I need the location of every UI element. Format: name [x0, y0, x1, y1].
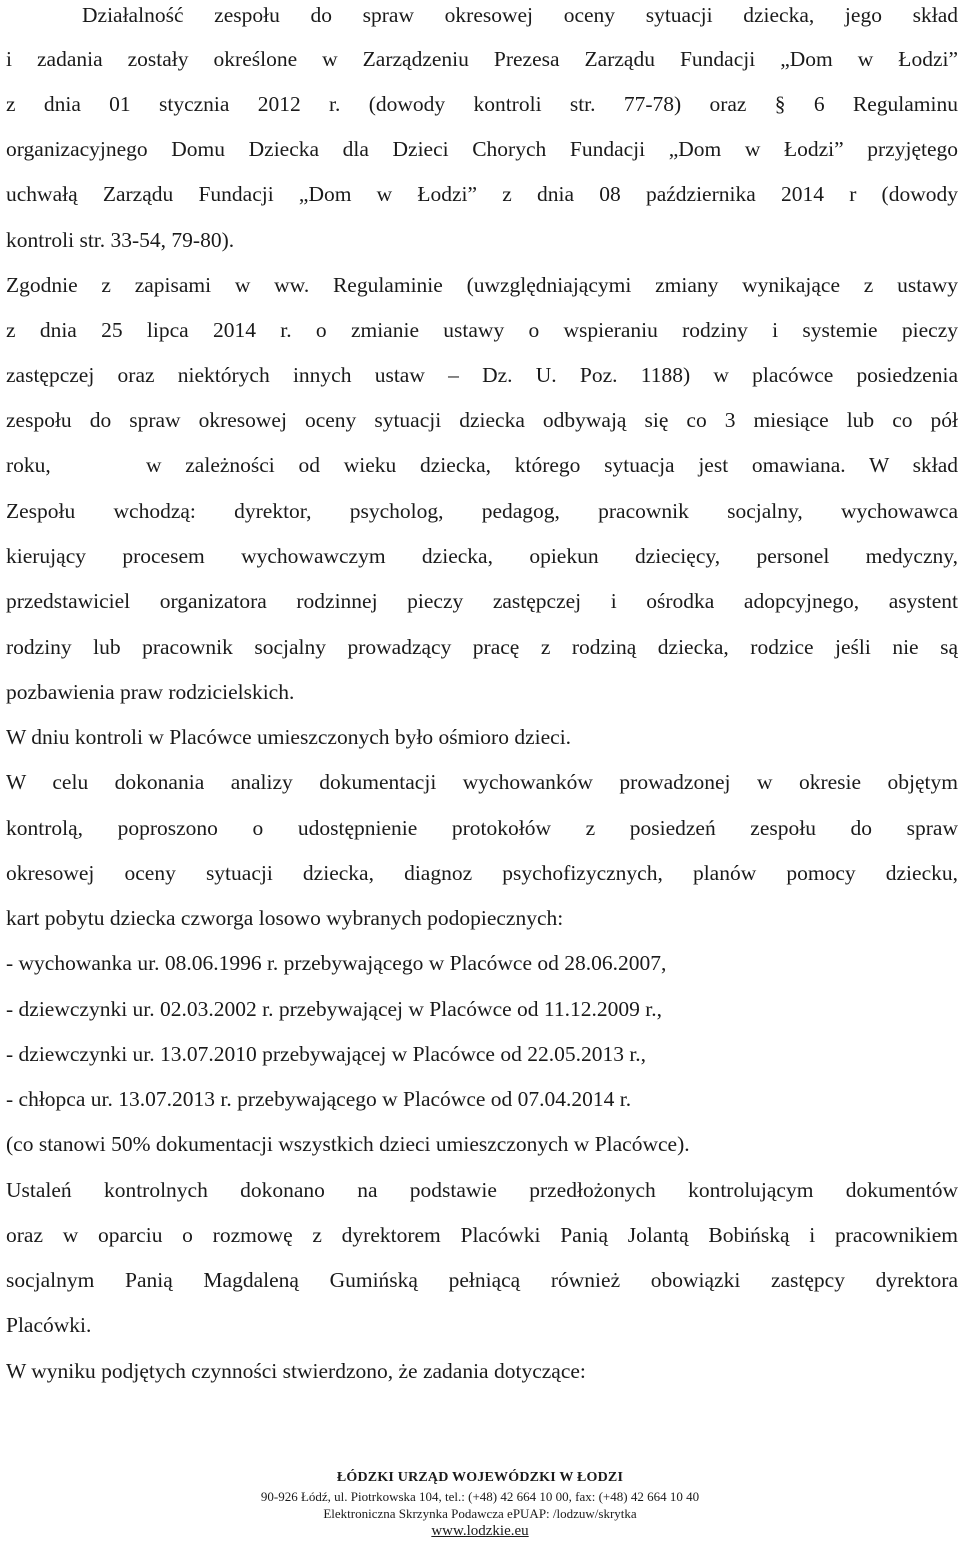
paragraph-line: roku,	[6, 453, 51, 477]
paragraph-line: okresowej oceny sytuacji dziecka, diagnoz psychofizycznych, planów pomocy dziecku,	[6, 861, 958, 885]
paragraph-line: kart pobytu dziecka czworga losowo wybranych podopiecznych:	[6, 906, 564, 930]
list-item: - chłopca ur. 13.07.2013 r. przebywającego w Placówce od 07.04.2014 r.	[6, 1087, 632, 1111]
paragraph-line: pozbawienia praw rodzicielskich.	[6, 680, 295, 704]
paragraph-line: w zależności od wieku dziecka, którego sytuacja jest omawiana. W skład	[146, 453, 958, 477]
list-item: - dziewczynki ur. 02.03.2002 r. przebywającej w Placówce od 11.12.2009 r.,	[6, 997, 662, 1021]
footer-institution: ŁÓDZKI URZĄD WOJEWÓDZKI W ŁODZI	[336, 1470, 624, 1485]
paragraph-line: rodziny lub pracownik socjalny prowadzący pracę z rodziną dziecka, rodzice jeśli nie są	[6, 635, 958, 659]
paragraph-line: W dniu kontroli w Placówce umieszczonych było ośmioro dzieci.	[6, 725, 572, 749]
footer-address: 90-926 Łódź, ul. Piotrkowska 104, tel.: (+48) 42 664 10 00, fax: (+48) 42 664 10 40	[260, 1489, 700, 1504]
paragraph-line: (co stanowi 50% dokumentacji wszystkich dzieci umieszczonych w Placówce).	[6, 1132, 690, 1156]
paragraph-line: W celu dokonania analizy dokumentacji wychowanków prowadzonej w okresie objętym	[6, 770, 958, 794]
paragraph-line: organizacyjnego Domu Dziecka dla Dzieci Chorych Fundacji „Dom w Łodzi” przyjętego	[6, 137, 958, 161]
paragraph-line: oraz w oparciu o rozmowę z dyrektorem Placówki Panią Jolantą Bobińską i pracownikiem	[6, 1223, 958, 1247]
list-item: - wychowanka ur. 08.06.1996 r. przebywającego w Placówce od 28.06.2007,	[6, 951, 667, 975]
paragraph-line: zespołu do spraw okresowej oceny sytuacji dziecka odbywają się co 3 miesiące lub co pół	[6, 408, 958, 432]
paragraph-line: z dnia 25 lipca 2014 r. o zmianie ustawy o wspieraniu rodziny i systemie pieczy	[6, 318, 958, 342]
paragraph-line: przedstawiciel organizatora rodzinnej pieczy zastępczej i ośrodka adopcyjnego, asystent	[6, 589, 958, 613]
paragraph-line: Ustaleń kontrolnych dokonano na podstawie przedłożonych kontrolującym dokumentów	[6, 1178, 958, 1202]
paragraph-line: zastępczej oraz niektórych innych ustaw – Dz. U. Poz. 1188) w placówce posiedzenia	[6, 363, 958, 387]
paragraph-line: uchwałą Zarządu Fundacji „Dom w Łodzi” z dnia 08 października 2014 r (dowody	[6, 182, 958, 206]
paragraph-line: Zespołu wchodzą: dyrektor, psycholog, pedagog, pracownik socjalny, wychowawca	[6, 499, 958, 523]
paragraph-line: Działalność zespołu do spraw okresowej oceny sytuacji dziecka, jego skład	[82, 3, 958, 27]
footer-website-link[interactable]: www.lodzkie.eu	[431, 1523, 529, 1539]
paragraph-line: kierujący procesem wychowawczym dziecka, opiekun dziecięcy, personel medyczny,	[6, 544, 958, 568]
paragraph-line: kontroli str. 33-54, 79-80).	[6, 228, 235, 252]
paragraph-line: i zadania zostały określone w Zarządzeniu Prezesa Zarządu Fundacji „Dom w Łodzi”	[6, 47, 958, 71]
paragraph-line: Zgodnie z zapisami w ww. Regulaminie (uwzględniającymi zmiany wynikające z ustawy	[6, 273, 958, 297]
paragraph-line: z dnia 01 stycznia 2012 r. (dowody kontroli str. 77-78) oraz § 6 Regulaminu	[6, 92, 958, 116]
footer-epuap: Elektroniczna Skrzynka Podawcza ePUAP: /lodzuw/skrytka	[323, 1506, 637, 1521]
paragraph-line: kontrolą, poproszono o udostępnienie protokołów z posiedzeń zespołu do spraw	[6, 816, 958, 840]
paragraph-line: socjalnym Panią Magdaleną Gumińską pełniącą również obowiązki zastępcy dyrektora	[6, 1268, 958, 1292]
paragraph-line: W wyniku podjętych czynności stwierdzono, że zadania dotyczące:	[6, 1359, 586, 1383]
paragraph-line: Placówki.	[6, 1313, 92, 1337]
list-item: - dziewczynki ur. 13.07.2010 przebywającej w Placówce od 22.05.2013 r.,	[6, 1042, 647, 1066]
